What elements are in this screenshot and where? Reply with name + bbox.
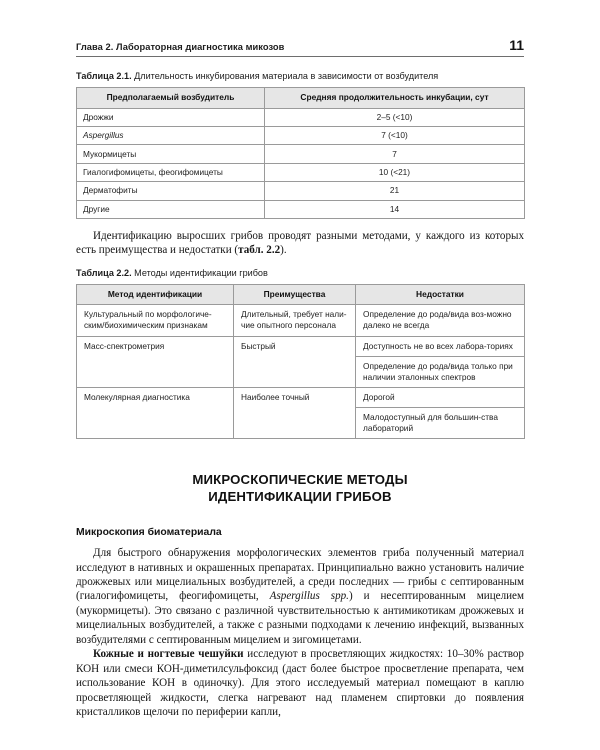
table-row [77, 145, 525, 163]
table-methods-caption-text: Методы идентификации грибов [131, 267, 268, 278]
p1-part-0: Для быстрого обнаружения морфологических элементов гриба полученный материал исследуют в нативных и окрашенных препаратах. Принципиально важно установить наличие дрожжевых или мицелиальных возбудителей, а среди последних — грибы с септированным (гиалогифомицеты, феогифомицеты, [76, 547, 524, 603]
p2-lead-in: Кожные и ногтевые чешуйки [93, 648, 244, 661]
table-cell-agent: Гиалогифомицеты, феогифомицеты [77, 163, 265, 181]
taxon-name: Aspergillus [83, 130, 124, 141]
table-incubation-caption-text: Длительность инкубирования материала в зависимости от возбудителя [131, 71, 439, 81]
p1-part-2: ) и несептированным мицелием (мукормицеты). Это связано с различной чувствительностью к антимикотикам дрожжевых и мицелиальных возбудителей, а также с разными подходами к лечению инфекций, вызванных возбудителями с септированным мицелием и зигомицетами. [76, 590, 524, 646]
section-heading-line1: МИКРОСКОПИЧЕСКИЕ МЕТОДЫ [192, 471, 408, 487]
intro-table-reference: табл. 2.2 [238, 244, 281, 257]
table-incubation-caption-label: Таблица 2.1. [76, 71, 132, 81]
page-number: 11 [509, 37, 524, 53]
table-cell-disadvantage: Доступность не во всех лабора-ториях [356, 336, 525, 356]
table-cell-disadvantage: Определение до рода/вида только при наличии эталонных спектров [356, 356, 525, 387]
table-cell-method: Молекулярная диагностика [77, 387, 234, 438]
section-heading-line2: ИДЕНТИФИКАЦИИ ГРИБОВ [208, 489, 392, 505]
table-row [77, 305, 525, 336]
p2-part-1: исследуют в просветляющих жидкостях: 10–30% раствор КОН или смеси КОН-диметилсульфоксид (даст более быстрое просветление препарата, чем использование КОН в одиночку). Для этого исследуемый материал помещают в каплю просветляющей жидкости, слегка нагревают над пламенем спиртовки до появления кристалликов щелочи по периферии капли, [76, 648, 524, 719]
table-cell-duration: 7 [265, 145, 525, 163]
section-heading [76, 471, 524, 506]
table-methods-caption-label: Таблица 2.2. [76, 267, 132, 278]
table-methods-header-row [77, 285, 525, 305]
table-row [77, 126, 525, 144]
table-incubation [76, 87, 525, 219]
table-row [77, 387, 525, 407]
table-methods [76, 284, 525, 438]
table-methods-col-header-disadvantages: Недостатки [356, 285, 525, 305]
table-incubation-caption [76, 71, 524, 82]
table-cell-disadvantage: Малодоступный для большин-ства лабораторий [356, 407, 525, 438]
table-cell-disadvantage: Определение до рода/вида воз-можно далеко не всегда [356, 305, 525, 336]
body-paragraph-2 [76, 647, 524, 719]
running-head-title: Глава 2. Лабораторная диагностика микозов [76, 42, 285, 52]
table-cell-agent: Другие [77, 200, 265, 218]
table-cell-method: Масс-спектрометрия [77, 336, 234, 387]
table-methods-col-header-method: Метод идентификации [77, 285, 234, 305]
intro-text-before: Идентификацию выросших грибов проводят разными методами, у каждого из которых есть преимущества и недостатки ( [76, 229, 524, 257]
table-cell-duration: 10 (<21) [265, 163, 525, 181]
intro-paragraph [76, 229, 524, 258]
table-methods-caption [76, 268, 524, 279]
table-methods-col-header-advantages: Преимущества [234, 285, 356, 305]
table-cell-duration: 2–5 (<10) [265, 108, 525, 126]
running-head-rule [76, 56, 524, 57]
running-head [76, 0, 524, 52]
table-row [77, 336, 525, 356]
table-row [77, 200, 525, 218]
table-cell-duration: 21 [265, 182, 525, 200]
table-cell-advantage: Наиболее точный [234, 387, 356, 438]
intro-text-after: ). [280, 244, 287, 257]
table-row [77, 108, 525, 126]
table-cell-advantage: Длительный, требует нали-чие опытного персонала [234, 305, 356, 336]
table-cell-agent: Мукормицеты [77, 145, 265, 163]
table-cell-method: Культуральный по морфологиче-ским/биохимическим признакам [77, 305, 234, 336]
table-incubation-header-row [77, 88, 525, 108]
subsection-heading: Микроскопия биоматериала [76, 527, 222, 539]
table-cell-agent: Дерматофиты [77, 182, 265, 200]
page-content [76, 0, 524, 720]
table-cell-advantage: Быстрый [234, 336, 356, 387]
table-cell-duration: 14 [265, 200, 525, 218]
table-incubation-col-header-agent: Предполагаемый возбудитель [77, 88, 265, 108]
table-row [77, 182, 525, 200]
p1-taxon-name: Aspergillus spp. [269, 590, 349, 603]
table-cell-disadvantage: Дорогой [356, 387, 525, 407]
table-cell-agent [77, 126, 265, 144]
body-paragraph-1 [76, 546, 524, 647]
table-cell-duration: 7 (<10) [265, 126, 525, 144]
table-cell-agent: Дрожжи [77, 108, 265, 126]
table-incubation-col-header-duration: Средняя продолжительность инкубации, сут [265, 88, 525, 108]
table-row [77, 163, 525, 181]
